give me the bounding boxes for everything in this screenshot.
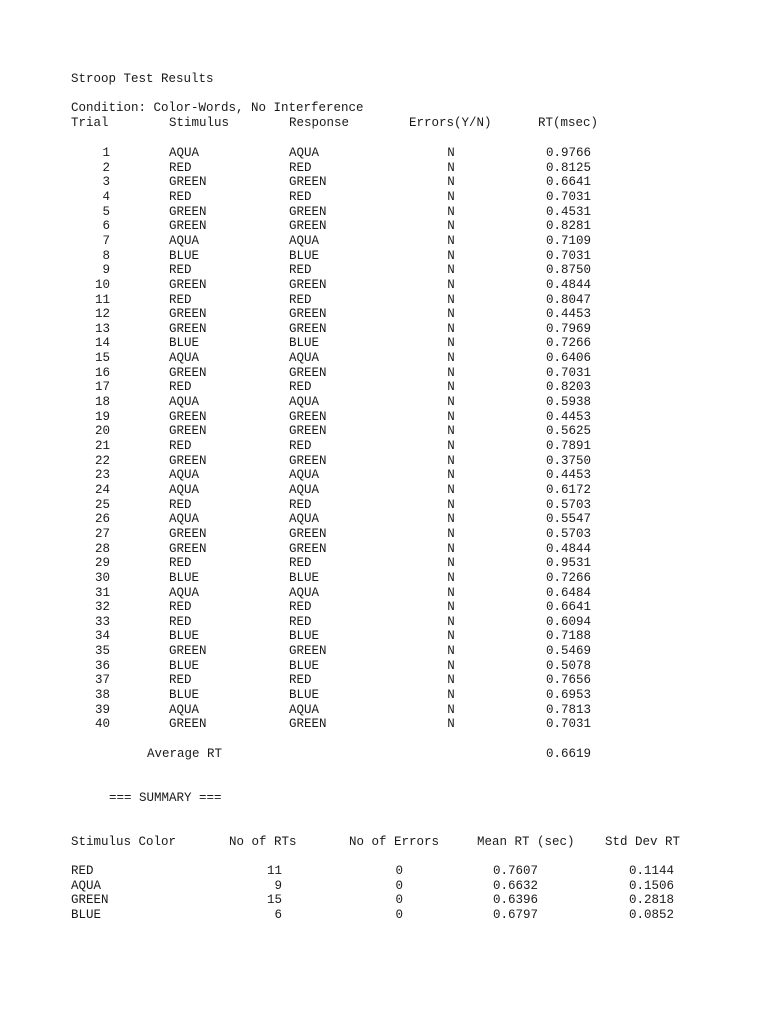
summary-row (0, 893, 768, 908)
rt-value: 0.4844 (545, 277, 591, 292)
response-word: AQUA (289, 395, 320, 410)
stimulus-word: AQUA (169, 351, 200, 366)
stimulus-word: GREEN (169, 644, 207, 659)
rt-value: 0.8047 (545, 292, 591, 307)
stimulus-word: BLUE (169, 248, 200, 263)
header-rt: RT(msec) (538, 116, 599, 130)
rt-value: 0.8203 (545, 380, 591, 395)
response-word: RED (289, 600, 312, 615)
summary-sd: 0.1506 (628, 878, 674, 893)
error-flag: N (447, 175, 455, 190)
response-word: AQUA (289, 351, 320, 366)
stimulus-word: AQUA (169, 512, 200, 527)
rt-value: 0.7266 (545, 570, 591, 585)
trial-number: 32 (94, 600, 110, 615)
trial-number: 6 (102, 219, 110, 234)
trial-number: 3 (102, 175, 110, 190)
stimulus-word: RED (169, 614, 192, 629)
trial-number: 36 (94, 658, 110, 673)
error-flag: N (447, 600, 455, 615)
trial-number: 5 (102, 204, 110, 219)
stimulus-word: GREEN (169, 365, 207, 380)
trial-number: 39 (94, 702, 110, 717)
summary-count: 6 (274, 908, 282, 922)
error-flag: N (447, 644, 455, 659)
condition-line (0, 101, 768, 116)
trial-number: 22 (94, 453, 110, 468)
trial-number: 26 (94, 512, 110, 527)
trial-number: 28 (94, 541, 110, 556)
trial-number: 9 (102, 263, 110, 278)
trial-row (0, 424, 768, 439)
stimulus-word: AQUA (169, 482, 200, 497)
rt-value: 0.6172 (545, 482, 591, 497)
trial-row (0, 351, 768, 366)
response-word: BLUE (289, 570, 320, 585)
rt-value: 0.9531 (545, 556, 591, 571)
stimulus-word: AQUA (169, 233, 200, 248)
condition-text: Condition: Color-Words, No Interference (71, 101, 364, 115)
trial-row (0, 629, 768, 644)
rt-value: 0.3750 (545, 453, 591, 468)
stimulus-word: GREEN (169, 453, 207, 468)
response-word: AQUA (289, 585, 320, 600)
stimulus-word: RED (169, 600, 192, 615)
summary-count: 9 (274, 878, 282, 893)
stimulus-word: BLUE (169, 570, 200, 585)
rt-value: 0.4453 (545, 307, 591, 322)
rt-value: 0.5625 (545, 424, 591, 439)
stimulus-word: GREEN (169, 409, 207, 424)
response-word: AQUA (289, 233, 320, 248)
trial-number: 10 (94, 277, 110, 292)
error-flag: N (447, 380, 455, 395)
error-flag: N (447, 248, 455, 263)
response-word: AQUA (289, 702, 320, 717)
error-flag: N (447, 219, 455, 234)
summary-title: === SUMMARY === (109, 791, 222, 805)
trial-number: 19 (94, 409, 110, 424)
trial-row (0, 190, 768, 205)
summary-errors: 0 (395, 908, 403, 922)
rt-value: 0.4453 (545, 409, 591, 424)
trial-row (0, 278, 768, 293)
average-value: 0.6619 (545, 747, 591, 761)
trial-row (0, 410, 768, 425)
error-flag: N (447, 409, 455, 424)
summary-mean: 0.7607 (492, 864, 538, 878)
trial-row (0, 366, 768, 381)
response-word: AQUA (289, 468, 320, 483)
summary-color: GREEN (71, 893, 109, 908)
response-word: GREEN (289, 541, 327, 556)
error-flag: N (447, 673, 455, 688)
response-word: GREEN (289, 277, 327, 292)
trial-row (0, 219, 768, 234)
stimulus-word: RED (169, 497, 192, 512)
stimulus-word: GREEN (169, 526, 207, 541)
error-flag: N (447, 570, 455, 585)
trial-number: 1 (102, 146, 110, 160)
trial-row (0, 263, 768, 278)
stimulus-word: GREEN (169, 277, 207, 292)
stimulus-word: GREEN (169, 307, 207, 322)
error-flag: N (447, 526, 455, 541)
response-word: RED (289, 160, 312, 175)
stimulus-word: AQUA (169, 585, 200, 600)
response-word: GREEN (289, 409, 327, 424)
header-trial: Trial (71, 116, 109, 130)
response-word: GREEN (289, 175, 327, 190)
stimulus-word: GREEN (169, 424, 207, 439)
trial-number: 31 (94, 585, 110, 600)
trial-row (0, 644, 768, 659)
trial-number: 12 (94, 307, 110, 322)
response-word: BLUE (289, 688, 320, 703)
stimulus-word: BLUE (169, 629, 200, 644)
trial-number: 35 (94, 644, 110, 659)
trial-number: 17 (94, 380, 110, 395)
trial-row (0, 571, 768, 586)
error-flag: N (447, 453, 455, 468)
trial-number: 21 (94, 439, 110, 453)
error-flag: N (447, 688, 455, 703)
response-word: RED (289, 614, 312, 629)
error-flag: N (447, 395, 455, 410)
rt-value: 0.5703 (545, 497, 591, 512)
stimulus-word: RED (169, 380, 192, 395)
trial-row (0, 717, 768, 732)
response-word: GREEN (289, 453, 327, 468)
trial-number: 34 (94, 629, 110, 644)
stimulus-word: AQUA (169, 146, 200, 160)
stimulus-word: AQUA (169, 468, 200, 483)
trial-row (0, 395, 768, 410)
error-flag: N (447, 365, 455, 380)
error-flag: N (447, 189, 455, 204)
trial-row (0, 146, 768, 161)
trial-row (0, 512, 768, 527)
response-word: RED (289, 263, 312, 278)
summary-sd: 0.0852 (628, 908, 674, 922)
trial-row (0, 483, 768, 498)
rt-value: 0.8750 (545, 263, 591, 278)
rt-value: 0.6406 (545, 351, 591, 366)
rt-value: 0.7109 (545, 233, 591, 248)
error-flag: N (447, 556, 455, 571)
trial-row (0, 161, 768, 176)
response-word: RED (289, 439, 312, 453)
trial-row (0, 205, 768, 220)
title-line (0, 72, 768, 87)
header-stimulus: Stimulus (169, 116, 230, 130)
stimulus-word: RED (169, 439, 192, 453)
trial-number: 16 (94, 365, 110, 380)
rt-value: 0.6641 (545, 175, 591, 190)
trial-row (0, 673, 768, 688)
stimulus-word: RED (169, 263, 192, 278)
stimulus-word: RED (169, 673, 192, 688)
summary-mean: 0.6396 (492, 893, 538, 908)
response-word: GREEN (289, 204, 327, 219)
rt-value: 0.5078 (545, 658, 591, 673)
response-word: BLUE (289, 629, 320, 644)
trial-row (0, 498, 768, 513)
trial-row (0, 380, 768, 395)
rt-value: 0.4844 (545, 541, 591, 556)
rt-value: 0.7891 (545, 439, 591, 453)
summary-color: BLUE (71, 908, 102, 922)
response-word: RED (289, 556, 312, 571)
response-word: BLUE (289, 248, 320, 263)
error-flag: N (447, 204, 455, 219)
trial-row (0, 234, 768, 249)
rt-value: 0.7188 (545, 629, 591, 644)
response-word: RED (289, 673, 312, 688)
trial-number: 20 (94, 424, 110, 439)
summary-header-mean: Mean RT (sec) (477, 835, 575, 849)
trial-number: 33 (94, 614, 110, 629)
error-flag: N (447, 717, 455, 732)
response-word: AQUA (289, 512, 320, 527)
trial-number: 18 (94, 395, 110, 410)
trial-row (0, 527, 768, 542)
error-flag: N (447, 497, 455, 512)
error-flag: N (447, 351, 455, 366)
page-title: Stroop Test Results (71, 72, 214, 86)
error-flag: N (447, 336, 455, 351)
rt-value: 0.9766 (545, 146, 591, 160)
rt-value: 0.8281 (545, 219, 591, 234)
error-flag: N (447, 146, 455, 160)
rt-value: 0.6641 (545, 600, 591, 615)
summary-header-errors: No of Errors (349, 835, 440, 849)
error-flag: N (447, 233, 455, 248)
error-flag: N (447, 512, 455, 527)
trial-row (0, 454, 768, 469)
error-flag: N (447, 585, 455, 600)
trial-row (0, 307, 768, 322)
response-word: RED (289, 189, 312, 204)
trial-row (0, 322, 768, 337)
error-flag: N (447, 614, 455, 629)
trial-number: 8 (102, 248, 110, 263)
stimulus-word: GREEN (169, 541, 207, 556)
trial-number: 25 (94, 497, 110, 512)
error-flag: N (447, 541, 455, 556)
trial-row (0, 293, 768, 308)
response-word: RED (289, 292, 312, 307)
summary-row (0, 864, 768, 879)
summary-count: 11 (266, 864, 282, 878)
average-line (0, 747, 768, 762)
stimulus-word: GREEN (169, 717, 207, 732)
stimulus-word: RED (169, 292, 192, 307)
trial-number: 30 (94, 570, 110, 585)
summary-errors: 0 (395, 893, 403, 908)
response-word: GREEN (289, 219, 327, 234)
summary-sd: 0.1144 (628, 864, 674, 878)
rt-value: 0.7031 (545, 365, 591, 380)
rt-value: 0.7031 (545, 189, 591, 204)
trial-row (0, 586, 768, 601)
summary-count: 15 (266, 893, 282, 908)
error-flag: N (447, 482, 455, 497)
trial-row (0, 468, 768, 483)
response-word: BLUE (289, 658, 320, 673)
stimulus-word: RED (169, 189, 192, 204)
rt-value: 0.7031 (545, 248, 591, 263)
rt-value: 0.7813 (545, 702, 591, 717)
stimulus-word: BLUE (169, 658, 200, 673)
average-label: Average RT (147, 747, 223, 761)
trial-number: 7 (102, 233, 110, 248)
stimulus-word: GREEN (169, 175, 207, 190)
summary-table-header (0, 835, 768, 850)
summary-mean: 0.6797 (492, 908, 538, 922)
response-word: RED (289, 380, 312, 395)
rt-value: 0.6094 (545, 614, 591, 629)
summary-row (0, 908, 768, 923)
trial-number: 38 (94, 688, 110, 703)
summary-header-color: Stimulus Color (71, 835, 177, 849)
trial-number: 27 (94, 526, 110, 541)
response-word: GREEN (289, 644, 327, 659)
error-flag: N (447, 292, 455, 307)
trial-row (0, 556, 768, 571)
stimulus-word: AQUA (169, 395, 200, 410)
trial-row (0, 703, 768, 718)
error-flag: N (447, 468, 455, 483)
error-flag: N (447, 263, 455, 278)
response-word: BLUE (289, 336, 320, 351)
stimulus-word: RED (169, 556, 192, 571)
stimulus-word: AQUA (169, 702, 200, 717)
summary-mean: 0.6632 (492, 878, 538, 893)
trial-row (0, 600, 768, 615)
trial-number: 29 (94, 556, 110, 571)
error-flag: N (447, 424, 455, 439)
summary-errors: 0 (395, 878, 403, 893)
rt-value: 0.4531 (545, 204, 591, 219)
trial-row (0, 615, 768, 630)
error-flag: N (447, 629, 455, 644)
stimulus-word: GREEN (169, 219, 207, 234)
summary-color: AQUA (71, 878, 102, 893)
response-word: GREEN (289, 321, 327, 336)
trial-number: 2 (102, 160, 110, 175)
summary-color: RED (71, 864, 94, 878)
summary-sd: 0.2818 (628, 893, 674, 908)
rt-value: 0.8125 (545, 160, 591, 175)
error-flag: N (447, 321, 455, 336)
rt-value: 0.5703 (545, 526, 591, 541)
error-flag: N (447, 658, 455, 673)
stimulus-word: GREEN (169, 204, 207, 219)
rt-value: 0.7969 (545, 321, 591, 336)
trial-number: 23 (94, 468, 110, 483)
error-flag: N (447, 702, 455, 717)
rt-value: 0.7266 (545, 336, 591, 351)
stimulus-word: RED (169, 160, 192, 175)
trial-row (0, 688, 768, 703)
trial-row (0, 659, 768, 674)
trial-number: 24 (94, 482, 110, 497)
trial-row (0, 249, 768, 264)
summary-title-line (0, 791, 768, 806)
header-errors: Errors(Y/N) (409, 116, 492, 130)
trial-row (0, 439, 768, 454)
rt-value: 0.6484 (545, 585, 591, 600)
response-word: GREEN (289, 307, 327, 322)
trial-row (0, 175, 768, 190)
trial-number: 11 (94, 292, 110, 307)
response-word: GREEN (289, 526, 327, 541)
response-word: GREEN (289, 717, 327, 732)
response-word: GREEN (289, 424, 327, 439)
rt-value: 0.7031 (545, 717, 591, 732)
stimulus-word: BLUE (169, 336, 200, 351)
error-flag: N (447, 307, 455, 322)
trial-table-header (0, 116, 768, 131)
rt-value: 0.4453 (545, 468, 591, 483)
trial-number: 40 (94, 717, 110, 732)
error-flag: N (447, 277, 455, 292)
trial-number: 4 (102, 189, 110, 204)
trial-row (0, 336, 768, 351)
error-flag: N (447, 439, 455, 453)
stimulus-word: BLUE (169, 688, 200, 703)
summary-row (0, 879, 768, 894)
rt-value: 0.5547 (545, 512, 591, 527)
error-flag: N (447, 160, 455, 175)
rt-value: 0.5938 (545, 395, 591, 410)
response-word: AQUA (289, 146, 320, 160)
response-word: AQUA (289, 482, 320, 497)
response-word: RED (289, 497, 312, 512)
summary-errors: 0 (395, 864, 403, 878)
summary-header-count: No of RTs (229, 835, 297, 849)
trial-row (0, 542, 768, 557)
trial-number: 15 (94, 351, 110, 366)
stimulus-word: GREEN (169, 321, 207, 336)
summary-header-sd: Std Dev RT (605, 835, 681, 849)
header-response: Response (289, 116, 350, 130)
trial-number: 37 (94, 673, 110, 688)
rt-value: 0.7656 (545, 673, 591, 688)
trial-number: 14 (94, 336, 110, 351)
rt-value: 0.5469 (545, 644, 591, 659)
trial-number: 13 (94, 321, 110, 336)
response-word: GREEN (289, 365, 327, 380)
rt-value: 0.6953 (545, 688, 591, 703)
